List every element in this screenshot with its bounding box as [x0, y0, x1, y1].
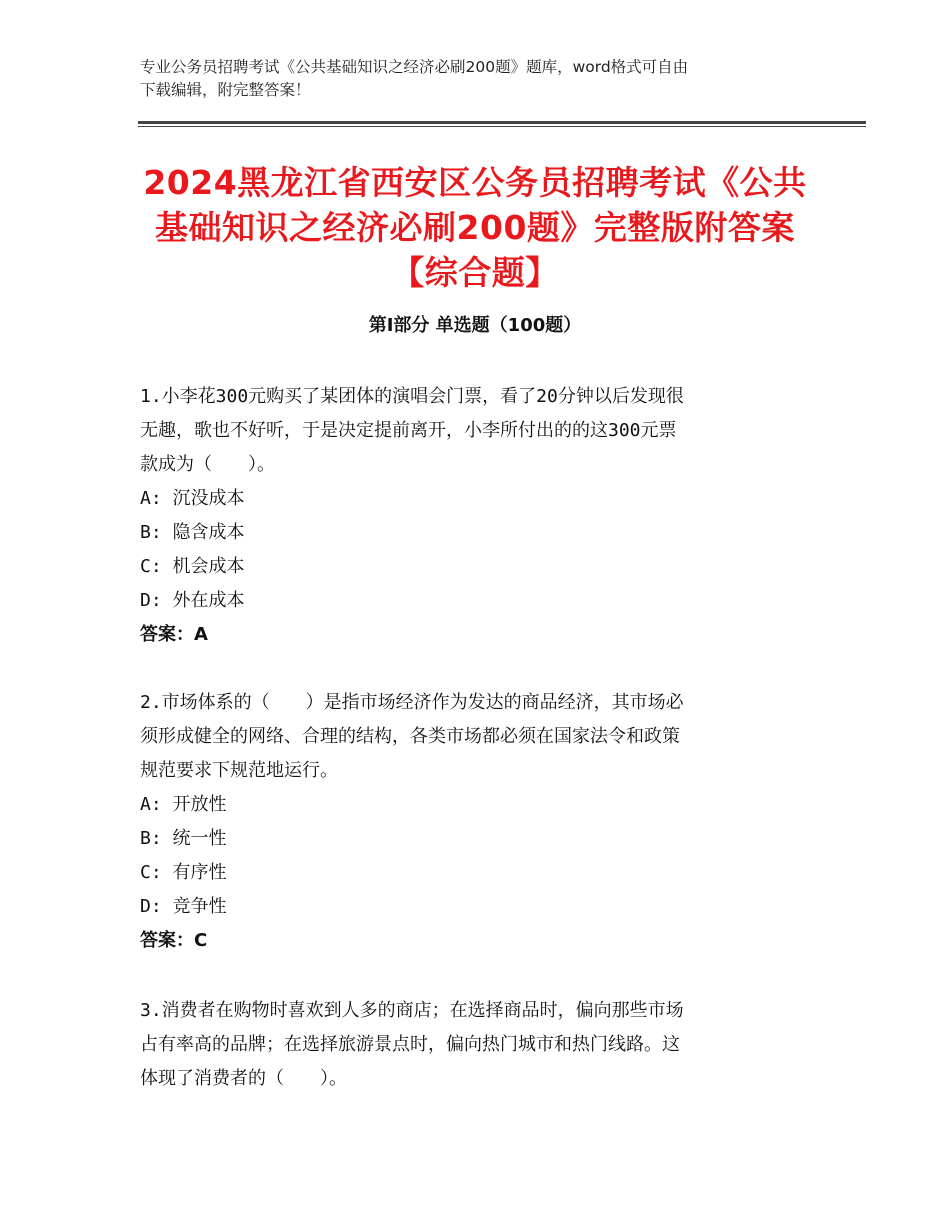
- question-3-line-2: 占有率高的品牌；在选择旅游景点时，偏向热门城市和热门线路。这: [140, 1034, 680, 1055]
- question-3: [140, 994, 820, 1096]
- title-line-1: 2024黑龙江省西安区公务员招聘考试《公共: [143, 163, 807, 202]
- question-1-option-c: C: 机会成本: [140, 556, 245, 577]
- question-1-line-2: 无趣，歌也不好听，于是决定提前离开，小李所付出的的这300元票: [140, 420, 677, 441]
- question-2: [140, 686, 820, 958]
- question-1: [140, 380, 820, 652]
- question-3-line-1: 3.消费者在购物时喜欢到人多的商店；在选择商品时，偏向那些市场: [140, 1000, 684, 1021]
- title-line-2: 基础知识之经济必刷200题》完整版附答案: [155, 208, 795, 247]
- question-1-line-1: 1.小李花300元购买了某团体的演唱会门票，看了20分钟以后发现很: [140, 386, 684, 407]
- title-line-3: 【综合题】: [391, 253, 559, 292]
- question-2-option-b: B: 统一性: [140, 828, 227, 849]
- question-3-line-3: 体现了消费者的（ ）。: [140, 1068, 347, 1089]
- question-2-option-d: D: 竞争性: [140, 896, 227, 917]
- question-2-option-c: C: 有序性: [140, 862, 227, 883]
- question-2-answer: 答案：C: [140, 930, 208, 951]
- question-2-line-3: 规范要求下规范地运行。: [140, 760, 338, 781]
- header-rule-thin: [138, 126, 866, 127]
- section-heading: 第Ⅰ部分 单选题（100题）: [368, 315, 582, 336]
- document-title: [120, 160, 830, 295]
- question-1-option-b: B: 隐含成本: [140, 522, 245, 543]
- header-note: [140, 56, 820, 102]
- question-1-answer: 答案：A: [140, 624, 208, 645]
- question-2-option-a: A: 开放性: [140, 794, 227, 815]
- question-2-line-2: 须形成健全的网络、合理的结构，各类市场都必须在国家法令和政策: [140, 726, 680, 747]
- header-note-line-2: 下载编辑，附完整答案！: [140, 81, 311, 99]
- question-1-line-3: 款成为（ ）。: [140, 454, 275, 475]
- question-1-option-a: A: 沉没成本: [140, 488, 245, 509]
- header-rule-thick: [138, 121, 866, 124]
- question-2-line-1: 2.市场体系的（ ）是指市场经济作为发达的商品经济，其市场必: [140, 692, 684, 713]
- question-1-option-d: D: 外在成本: [140, 590, 245, 611]
- header-note-line-1: 专业公务员招聘考试《公共基础知识之经济必刷200题》题库，word格式可自由: [140, 58, 689, 76]
